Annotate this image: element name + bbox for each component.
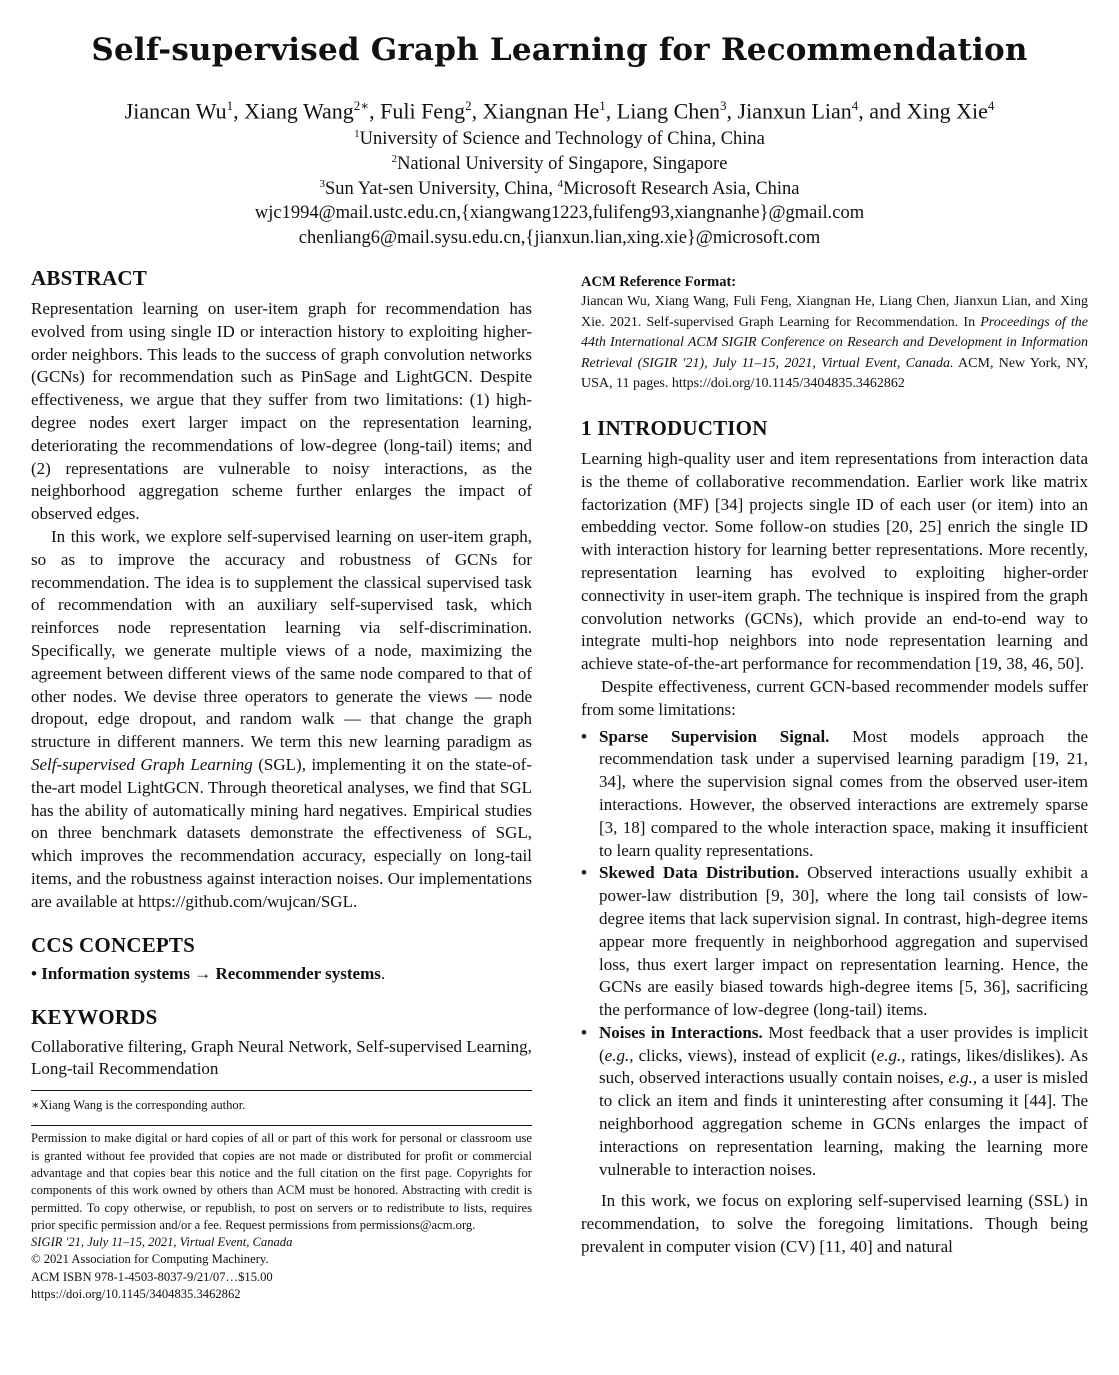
author-affiliation-mark: 1	[226, 98, 234, 113]
ccs-bullet: •	[31, 963, 37, 983]
ccs-concepts	[31, 964, 532, 984]
affiliation-line	[0, 128, 1119, 150]
intro-paragraph: Learning high-quality user and item representations from interaction data is the theme of collaborative recommendation. Earlier work like matrix factorization (MF) [34] projects single ID of each user (or item) into an embedding vector. Some follow-on studies [20, 25] enrich the single ID with interaction history for learning better representations. More recently, representation learning has evolved to exploiting higher-order connectivity in user-item graph. The technique is inspired from the graph convolution networks (GCNs), which provide an end-to-end way to integrate multi-hop neighbors into node representation learning and achieve state-of-the-art performance for recommendation [19, 38, 46, 50].	[581, 448, 1088, 674]
reference-format-label: ACM Reference Format:	[581, 274, 737, 290]
affiliation-text: Microsoft Research Asia, China	[563, 179, 800, 200]
abstract-heading: ABSTRACT	[31, 266, 147, 290]
email-line: wjc1994@mail.ustc.edu.cn,{xiangwang1223,fulifeng93,xiangnanhe}@gmail.com	[254, 203, 865, 223]
abstract-emphasis: Self-supervised Graph Learning	[31, 754, 253, 774]
bullet-heading: Noises in Interactions.	[599, 1022, 763, 1042]
bullet-text: Most models approach the recommendation task under a supervised learning paradigm [19, 21, 34], where the supervision signal comes from the observed user-item interactions. However, the observed interactions are extremely sparse [3, 18] compared to the whole interaction space, making it insufficient to learn quality representations.	[599, 726, 1088, 860]
author-name: Xiang Wang	[244, 98, 354, 124]
author-separator: ,	[369, 98, 381, 124]
author-name: Jianxun Lian	[737, 98, 852, 124]
right-column	[581, 274, 1088, 1259]
author-affiliation-mark: 4	[987, 98, 995, 113]
affiliation-line	[0, 153, 1119, 175]
list-item	[581, 726, 1088, 863]
author-affiliation-mark: 3	[720, 98, 727, 113]
author-affiliation-mark: 2	[465, 98, 472, 113]
affiliation-mark: 3	[319, 178, 326, 190]
author-separator: ,	[605, 98, 617, 124]
author-separator: , and	[858, 98, 907, 124]
abstract-text: (SGL), implementing it on the state-of-the-art model LightGCN. Through theoretical analyses, we find that SGL has the ability of automatically mining hard negatives. Empirical studies on three benchmark datasets demonstrate the effectiveness of SGL, which improves the recommendation accuracy, especially on long-tail items, and the robustness against interaction noises. Our implementations are available at https://github.com/wujcan/SGL.	[31, 754, 532, 911]
affiliation-text: National University of Singapore, Singapore	[397, 154, 728, 175]
author-list	[0, 98, 1119, 124]
abstract-paragraph: Representation learning on user-item graph for recommendation has evolved from using single ID or interaction history to exploiting higher-order neighbors. This leads to the success of graph convolution networks (GCNs) for recommendation such as PinSage and LightGCN. Despite effectiveness, we argue that they suffer from two limitations: (1) high-degree nodes exert larger impact on the representation learning, deteriorating the recommendations of low-degree (long-tail) items; and (2) representations are vulnerable to noisy interactions, as the neighborhood aggregation scheme further enlarges the impact of observed edges.	[31, 299, 532, 524]
paper-title: Self-supervised Graph Learning for Recommendation	[91, 32, 1028, 68]
bullet-emphasis: e.g.,	[876, 1045, 906, 1065]
copyright-line: © 2021 Association for Computing Machinery.	[31, 1252, 269, 1267]
author-affiliation-mark: 1	[599, 98, 606, 113]
reference-plain: Jiancan Wu, Xiang Wang, Fuli Feng, Xiangnan He, Liang Chen, Jianxun Lian, and Xing Xie. 2021. Self-supervised Graph Learning for Recommendation. In	[581, 294, 1088, 330]
bullet-emphasis: e.g.,	[948, 1068, 978, 1088]
bullet-text: Most feedback that a user provides is implicit (	[599, 1022, 1088, 1065]
reference-italic: Proceedings of the 44th International ACM SIGIR Conference on Research and Development in Information Retrieval (SIGIR '21), July 11–15, 2021, Virtual Event, Canada.	[581, 314, 1088, 371]
permission-divider	[31, 1125, 532, 1126]
list-item	[581, 862, 1088, 1022]
permission-text: Permission to make digital or hard copies of all or part of this work for personal or classroom use is granted without fee provided that copies are not made or distributed for profit or commercial advantage and that copies bear this notice and the full citation on the first page. Copyrights for components of this work owned by others than ACM must be honored. Abstracting with credit is permitted. To copy otherwise, or republish, to post on servers or to redistribute to lists, requires prior specific permission and/or a fee. Request permissions from permissions@acm.org.	[31, 1131, 532, 1232]
doi-link[interactable]: https://doi.org/10.1145/3404835.3462862	[31, 1287, 241, 1302]
ccs-end: .	[380, 963, 386, 983]
venue-line: SIGIR '21, July 11–15, 2021, Virtual Event, Canada	[31, 1235, 293, 1250]
list-item	[581, 1022, 1088, 1182]
intro-paragraph: In this work, we focus on exploring self-supervised learning (SSL) in recommendation, to solve the foregoing limitations. Though being prevalent in computer vision (CV) [11, 40] and natural	[581, 1191, 1088, 1257]
limitations-list	[581, 726, 1088, 1182]
bullet-marker: •	[581, 726, 587, 746]
bullet-marker: •	[581, 1022, 587, 1042]
bullet-text: a user is misled to click an item and finds it uninteresting after consuming it [44]. The neighborhood aggregation scheme in GCNs enlarges the impact of interactions on representation learning, making the learning more vulnerable to interaction noises.	[599, 1068, 1088, 1179]
ccs-item: Information systems	[41, 963, 190, 983]
author-name: Jiancan Wu	[124, 98, 227, 124]
ccs-heading: CCS CONCEPTS	[31, 932, 196, 957]
bullet-heading: Skewed Data Distribution.	[599, 863, 799, 883]
author-name: Xiangnan He	[482, 98, 600, 124]
keywords-text: Collaborative filtering, Graph Neural Network, Self-supervised Learning, Long-tail Recommendation	[31, 1036, 532, 1079]
author-name: Fuli Feng	[380, 98, 466, 124]
author-separator: ,	[471, 98, 483, 124]
left-column	[31, 266, 532, 1303]
affiliation-mark: 4	[557, 178, 564, 190]
bullet-emphasis: e.g.,	[604, 1045, 634, 1065]
author-separator: ,	[233, 98, 245, 124]
affiliation-text: Sun Yat-sen University, China,	[325, 179, 558, 200]
keywords-heading: KEYWORDS	[31, 1004, 158, 1029]
bullet-marker: •	[581, 863, 587, 883]
author-affiliation-mark: 4	[851, 98, 859, 113]
footnote-divider	[31, 1090, 532, 1091]
affiliation-text: University of Science and Technology of China, China	[359, 129, 765, 150]
footnote: ∗Xiang Wang is the corresponding author.	[31, 1098, 246, 1113]
abstract-paragraph	[31, 526, 532, 914]
email-line: chenliang6@mail.sysu.edu.cn,{jianxun.lian,xing.xie}@microsoft.com	[298, 228, 821, 248]
bullet-text: ratings, likes/dislikes). As such, observed interactions usually contain noises,	[599, 1045, 1088, 1088]
abstract-text: In this work, we explore self-supervised learning on user-item graph, so as to improve the accuracy and robustness of GCNs for recommendation. The idea is to supplement the classical supervised task of recommendation with an auxiliary self-supervised task, which reinforces node representation learning via self-discrimination. Specifically, we generate multiple views of a node, maximizing the agreement between different views of the same node compared to that of other nodes. We devise three operators to generate the views — node dropout, edge dropout, and random walk — that change the graph structure in different manners. We term this new learning paradigm as	[31, 526, 532, 752]
affiliation-mark: 1	[354, 128, 360, 140]
bullet-text: clicks, views), instead of explicit (	[633, 1045, 877, 1065]
intro-paragraph: Despite effectiveness, current GCN-based recommender models suffer from some limitations:	[581, 676, 1088, 719]
affiliation-line	[0, 178, 1119, 200]
bullet-text: Observed interactions usually exhibit a power-law distribution [9, 30], where the long tail consists of low-degree items that lack supervision signal. In contrast, high-degree items appear more frequently in neighborhood aggregation and supervised loss, thus exert larger impact on representation learning. Hence, the GCNs are easily biased towards high-degree items [5, 36], sacrificing the performance of low-degree (long-tail) items.	[599, 863, 1088, 1020]
reference-tail: ACM, New York, NY, USA, 11 pages. https://doi.org/10.1145/3404835.3462862	[581, 355, 1089, 392]
author-separator: ,	[726, 98, 738, 124]
ccs-arrow: →	[189, 963, 216, 983]
author-name: Liang Chen	[616, 98, 721, 124]
author-affiliation-mark: 2∗	[353, 98, 370, 113]
ccs-item: Recommender systems	[215, 963, 381, 983]
bullet-heading: Sparse Supervision Signal.	[599, 726, 830, 746]
isbn-line: ACM ISBN 978-1-4503-8037-9/21/07…$15.00	[31, 1269, 273, 1284]
author-name: Xing Xie	[906, 98, 988, 124]
reference-format-text	[581, 292, 1088, 395]
introduction-heading: 1 INTRODUCTION	[581, 415, 768, 440]
affiliation-mark: 2	[391, 153, 398, 165]
